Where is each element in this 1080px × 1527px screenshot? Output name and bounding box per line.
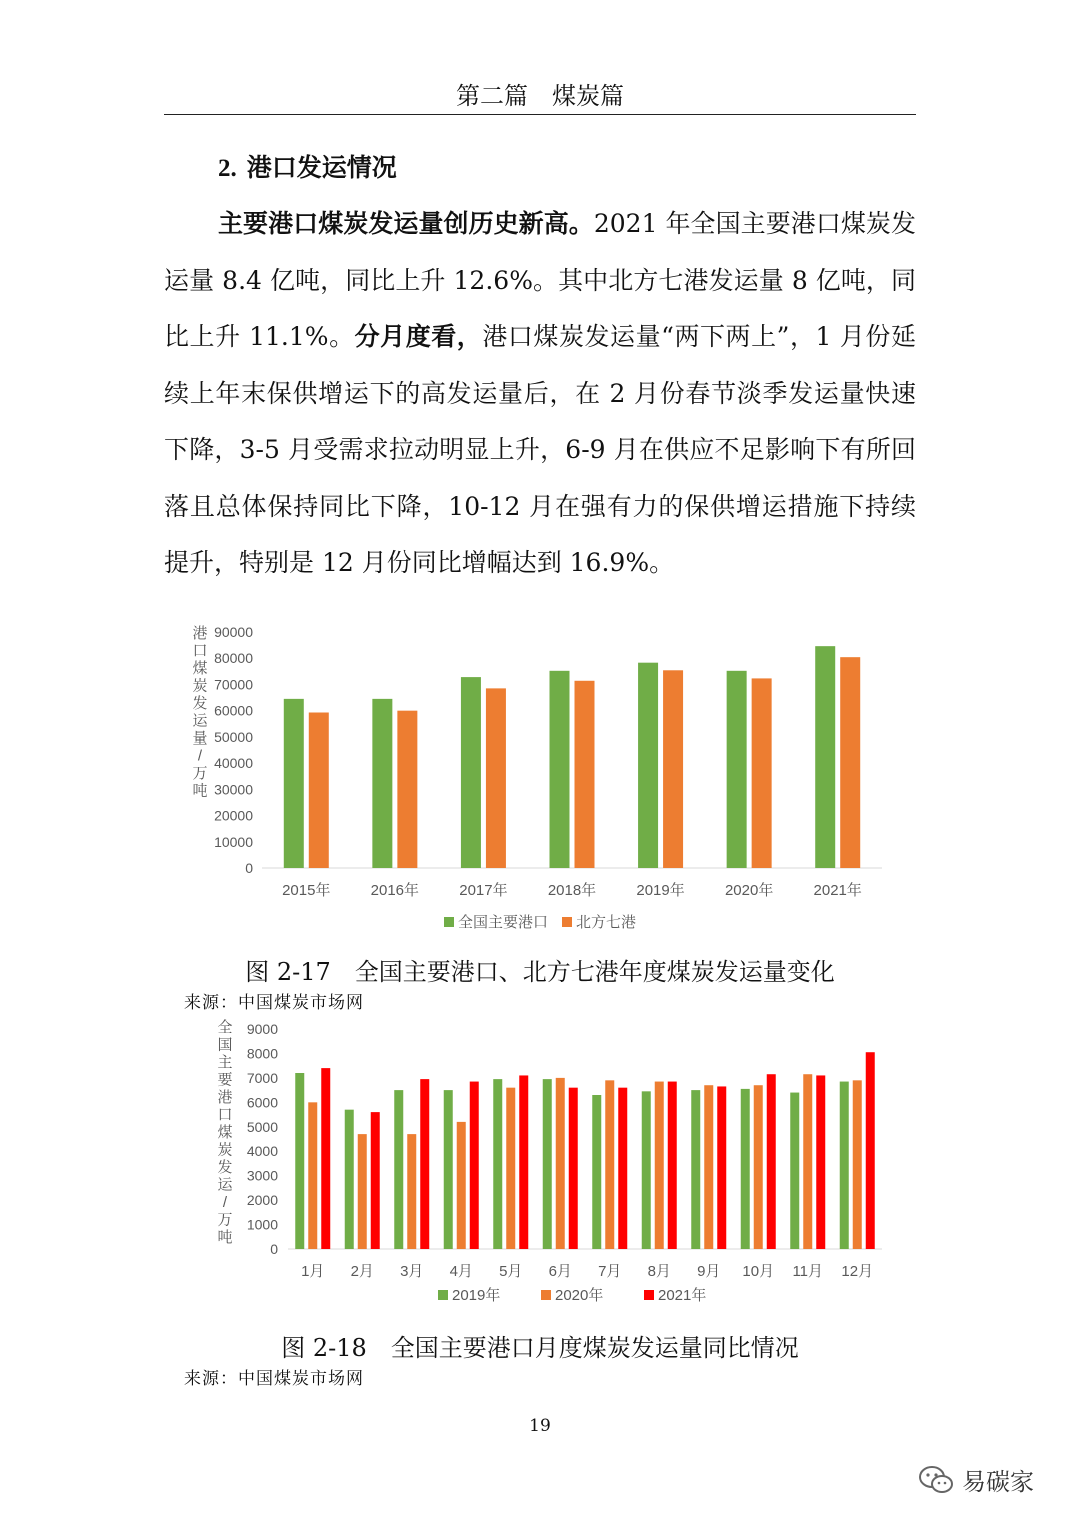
y-tick-label: 4000 <box>246 1143 278 1160</box>
bar-2019年-10月 <box>741 1089 750 1249</box>
bar-全国主要港口-2015年 <box>284 699 304 868</box>
y-tick-label: 10000 <box>214 833 253 850</box>
y-tick-label: 0 <box>245 860 253 876</box>
y-axis-title-char: 吨 <box>192 782 208 800</box>
x-tick-label: 1月 <box>301 1263 325 1280</box>
y-tick-label: 50000 <box>214 728 253 745</box>
legend-label: 2020年 <box>555 1287 604 1304</box>
bar-全国主要港口-2018年 <box>550 671 570 868</box>
y-axis-title-char: / <box>222 1194 228 1211</box>
bar-2020年-10月 <box>754 1085 763 1249</box>
bar-2020年-3月 <box>407 1134 416 1249</box>
figure-caption-1: 图 2-17 全国主要港口、北方七港年度煤炭发运量变化 <box>245 958 835 986</box>
x-tick-label: 2016年 <box>370 882 420 899</box>
bar-2021年-8月 <box>668 1082 677 1249</box>
bar-2021年-5月 <box>519 1075 528 1249</box>
bar-2020年-7月 <box>605 1080 614 1249</box>
y-tick-label: 80000 <box>214 650 253 667</box>
bar-全国主要港口-2017年 <box>461 677 481 868</box>
legend-label: 2019年 <box>452 1287 501 1304</box>
y-axis-title-char: 运 <box>217 1176 233 1194</box>
section-number: 2. <box>218 155 237 182</box>
y-axis-title-char: 主 <box>217 1054 233 1071</box>
y-tick-label: 70000 <box>214 676 253 693</box>
figure-source-1: 来源：中国煤炭市场网 <box>184 993 364 1013</box>
y-tick-label: 30000 <box>214 781 253 798</box>
bar-2021年-2月 <box>371 1112 380 1249</box>
bar-2021年-10月 <box>767 1074 776 1249</box>
x-tick-label: 10月 <box>742 1263 775 1280</box>
bar-全国主要港口-2020年 <box>727 671 747 868</box>
legend-swatch <box>541 1290 551 1300</box>
y-tick-label: 2000 <box>246 1192 278 1209</box>
bar-2020年-6月 <box>556 1078 565 1249</box>
x-tick-label: 7月 <box>598 1263 622 1280</box>
y-tick-label: 60000 <box>214 702 253 719</box>
bar-2020年-8月 <box>655 1082 664 1249</box>
annual-port-shipment-chart <box>0 612 1080 942</box>
bar-北方七港-2020年 <box>752 678 772 868</box>
bar-2019年-1月 <box>295 1073 304 1249</box>
y-axis-title-char: 港 <box>217 1089 233 1106</box>
monthly-port-shipment-chart <box>0 1014 1080 1314</box>
y-tick-label: 8000 <box>246 1045 278 1062</box>
y-axis-title-char: 吨 <box>217 1229 233 1246</box>
x-tick-label: 2019年 <box>636 882 685 899</box>
header-title: 第二篇 煤炭篇 <box>456 82 624 110</box>
bar-北方七港-2021年 <box>840 657 860 868</box>
y-tick-label: 40000 <box>214 755 253 772</box>
page-header <box>164 78 916 115</box>
y-axis-title-char: 炭 <box>217 1141 233 1159</box>
x-tick-label: 2021年 <box>813 882 862 899</box>
y-axis-title-char: 全 <box>217 1019 233 1036</box>
x-tick-label: 9月 <box>697 1263 721 1280</box>
bar-2021年-9月 <box>717 1086 726 1249</box>
bar-2021年-6月 <box>569 1088 578 1249</box>
bar-全国主要港口-2016年 <box>372 699 392 868</box>
bar-2020年-4月 <box>457 1122 466 1249</box>
bar-2019年-2月 <box>345 1110 354 1249</box>
bar-2019年-7月 <box>592 1095 601 1249</box>
bar-2021年-11月 <box>816 1075 825 1249</box>
bar-2019年-5月 <box>493 1079 502 1249</box>
legend-swatch <box>562 917 572 927</box>
paragraph-lead: 主要港口煤炭发运量创历史新高。 <box>218 209 594 238</box>
figure-source-2: 来源：中国煤炭市场网 <box>184 1369 364 1389</box>
bar-全国主要港口-2019年 <box>638 663 658 868</box>
x-tick-label: 2015年 <box>282 882 331 899</box>
bar-北方七港-2017年 <box>486 688 506 868</box>
bar-北方七港-2016年 <box>397 711 417 868</box>
y-tick-label: 7000 <box>246 1069 278 1086</box>
brand-watermark <box>918 1462 1034 1497</box>
legend-label: 全国主要港口 <box>458 914 549 931</box>
paragraph-text-2: 港口煤炭发运量“两下两上”，1 月份延续上年末保供增运下的高发运量后，在 2 月份春节淡季发运量快速下降，3-5 月受需求拉动明显上升，6-9 月在供应不足影响下有所回落且总体保持同比下降，10-12 月在强有力的保供增运措施下持续提升，特别是 12 月份同比增幅达到 16.9%。 <box>164 322 916 577</box>
legend-label: 2021年 <box>658 1287 707 1304</box>
paragraph-lead-2: 分月度看， <box>354 322 483 351</box>
y-axis-title-char: 发 <box>192 695 208 712</box>
y-tick-label: 1000 <box>246 1216 278 1233</box>
y-tick-label: 0 <box>270 1241 278 1257</box>
bar-2020年-11月 <box>803 1074 812 1249</box>
x-tick-label: 2017年 <box>459 882 508 899</box>
bar-2020年-9月 <box>704 1085 713 1249</box>
y-axis-title-char: 万 <box>217 1211 233 1229</box>
y-axis-title-char: 国 <box>217 1036 233 1054</box>
bar-2020年-2月 <box>358 1134 367 1249</box>
bar-2021年-3月 <box>420 1079 429 1249</box>
bar-2021年-4月 <box>470 1082 479 1249</box>
legend-label: 北方七港 <box>576 914 637 931</box>
x-tick-label: 6月 <box>548 1263 572 1280</box>
paragraph-text-1: 2021 年全国主要港口煤炭发运量 8.4 亿吨，同比上升 12.6%。其中北方七港发运量 8 亿吨，同比上升 11.1%。 <box>164 209 916 351</box>
bar-北方七港-2018年 <box>575 681 595 868</box>
x-tick-label: 2018年 <box>547 882 597 899</box>
y-tick-label: 90000 <box>214 624 253 640</box>
bar-2021年-1月 <box>321 1068 330 1249</box>
x-tick-label: 2020年 <box>724 882 774 899</box>
wechat-icon <box>918 1465 954 1495</box>
y-axis-title-char: 煤 <box>192 660 208 677</box>
y-axis-title-char: 发 <box>217 1159 233 1176</box>
x-tick-label: 2月 <box>350 1263 374 1280</box>
bar-2019年-9月 <box>691 1090 700 1249</box>
section-title <box>218 148 397 184</box>
bar-2019年-6月 <box>543 1079 552 1249</box>
bar-2019年-12月 <box>840 1082 849 1249</box>
bar-北方七港-2015年 <box>309 713 329 868</box>
bar-2019年-8月 <box>642 1091 651 1249</box>
bar-2021年-7月 <box>618 1088 627 1249</box>
section-title-text: 港口发运情况 <box>246 153 397 182</box>
bar-2020年-1月 <box>308 1102 317 1249</box>
bar-全国主要港口-2021年 <box>815 646 835 868</box>
bar-2019年-4月 <box>444 1090 453 1249</box>
y-axis-title-char: 煤 <box>217 1124 233 1141</box>
bar-2020年-12月 <box>853 1080 862 1249</box>
bar-北方七港-2019年 <box>663 670 683 868</box>
y-axis-title-char: 万 <box>192 765 208 782</box>
bar-2020年-5月 <box>506 1088 515 1249</box>
body-paragraph <box>164 196 916 592</box>
x-tick-label: 12月 <box>841 1263 874 1280</box>
x-tick-label: 8月 <box>647 1263 671 1280</box>
y-tick-label: 5000 <box>246 1118 278 1135</box>
y-axis-title-char: 量 <box>192 730 208 747</box>
y-tick-label: 3000 <box>246 1167 278 1184</box>
x-tick-label: 11月 <box>792 1263 824 1280</box>
x-tick-label: 3月 <box>400 1263 424 1280</box>
y-axis-title-char: 口 <box>192 642 208 660</box>
x-tick-label: 5月 <box>499 1263 523 1280</box>
y-axis-title-char: 口 <box>217 1106 233 1124</box>
y-tick-label: 9000 <box>246 1021 278 1037</box>
y-tick-label: 6000 <box>246 1094 278 1111</box>
page-number: 19 <box>529 1416 551 1436</box>
y-axis-title-char: 港 <box>192 625 208 642</box>
legend-swatch <box>438 1290 448 1300</box>
x-tick-label: 4月 <box>449 1263 473 1280</box>
figure-caption-2: 图 2-18 全国主要港口月度煤炭发运量同比情况 <box>281 1334 799 1362</box>
bar-2021年-12月 <box>866 1052 875 1249</box>
y-axis-title-char: 运 <box>192 712 208 730</box>
y-tick-label: 20000 <box>214 807 253 824</box>
brand-name: 易碳家 <box>962 1468 1034 1496</box>
y-axis-title-char: 炭 <box>192 677 208 695</box>
legend-swatch <box>644 1290 654 1300</box>
bar-2019年-11月 <box>790 1093 799 1249</box>
y-axis-title-char: / <box>197 747 203 765</box>
y-axis-title-char: 要 <box>217 1071 233 1089</box>
legend-swatch <box>444 917 454 927</box>
bar-2019年-3月 <box>394 1090 403 1249</box>
